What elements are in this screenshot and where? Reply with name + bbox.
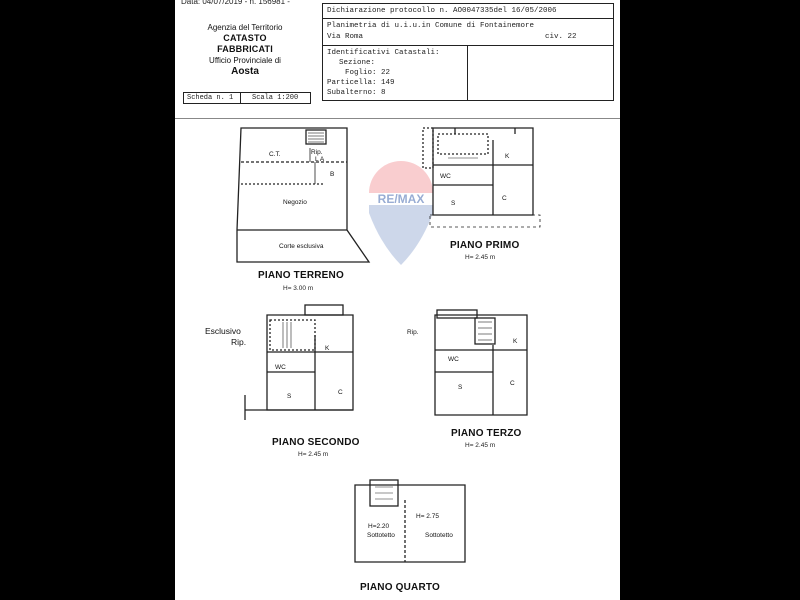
title-piano-terzo: PIANO TERZO [451,428,522,439]
agency-name: Agenzia del Territorio [207,23,283,32]
room-c-primo: C [502,195,507,202]
floor-plans-drawing [175,0,620,600]
declaration-protocol: Dichiarazione protocollo n. AO0047335del 16/05/2006 [327,7,557,15]
catasto-label: CATASTO FABBRICATI [217,33,273,54]
height-piano-terzo: H= 2.45 m [465,442,496,449]
room-s-secondo: S [287,393,292,400]
height-quarto-right: H= 2.75 [416,513,439,520]
civic-number: civ. 22 [545,33,577,41]
particella-field: Particella: 149 [327,79,395,87]
sezione-field: Sezione: [339,59,376,67]
room-k-terzo: K [513,338,518,345]
height-piano-secondo: H= 2.45 m [298,451,329,458]
room-b: B [330,171,335,178]
room-c-secondo: C [338,389,343,396]
office-label: Ufficio Provinciale di [209,56,281,65]
room-wc-primo: WC [440,173,451,180]
room-rip-terzo: Rip. [407,329,419,336]
ident-title: Identificativi Catastali: [327,49,440,57]
title-piano-quarto: PIANO QUARTO [360,582,440,593]
room-k-secondo: K [325,345,330,352]
watermark-text: RE/MAX [377,192,425,206]
scheda-number: Scheda n. 1 [187,94,234,102]
plan-title: Planimetria di u.i.u.in Comune di Fontainemore [327,22,535,30]
title-piano-secondo: PIANO SECONDO [272,437,360,448]
room-la: L A [315,156,325,163]
height-piano-primo: H= 2.45 m [465,254,496,261]
room-s-terzo: S [458,384,463,391]
scale-label: Scala 1:200 [252,94,299,102]
office-city: Aosta [231,66,259,77]
title-piano-terreno: PIANO TERRENO [258,270,344,281]
street-address: Via Roma [327,33,364,41]
room-c-terzo: C [510,380,515,387]
room-negozio: Negozio [283,199,307,206]
room-ct: C.T. [269,151,281,158]
room-corte: Corte esclusiva [279,243,324,250]
subalterno-field: Subalterno: 8 [327,89,386,97]
room-sottotetto-right: Sottotetto [425,532,453,539]
room-wc-terzo: WC [448,356,459,363]
room-s-primo: S [451,200,456,207]
room-k-primo: K [505,153,510,160]
label-rip-secondo: Rip. [231,337,247,347]
room-wc-secondo: WC [275,364,286,371]
room-sottotetto-left: Sottotetto [367,532,395,539]
foglio-field: Foglio: 22 [345,69,391,77]
room-rip-terreno: Rip. [311,149,323,156]
cadastral-document [175,0,620,600]
title-piano-primo: PIANO PRIMO [450,240,520,251]
height-quarto-left: H=2.20 [368,523,390,530]
height-piano-terreno: H= 3.00 m [283,285,314,292]
document-date-line: Data: 04/07/2019 - n. 156981 - [181,0,290,6]
label-esclusivo: Esclusivo [205,326,241,336]
